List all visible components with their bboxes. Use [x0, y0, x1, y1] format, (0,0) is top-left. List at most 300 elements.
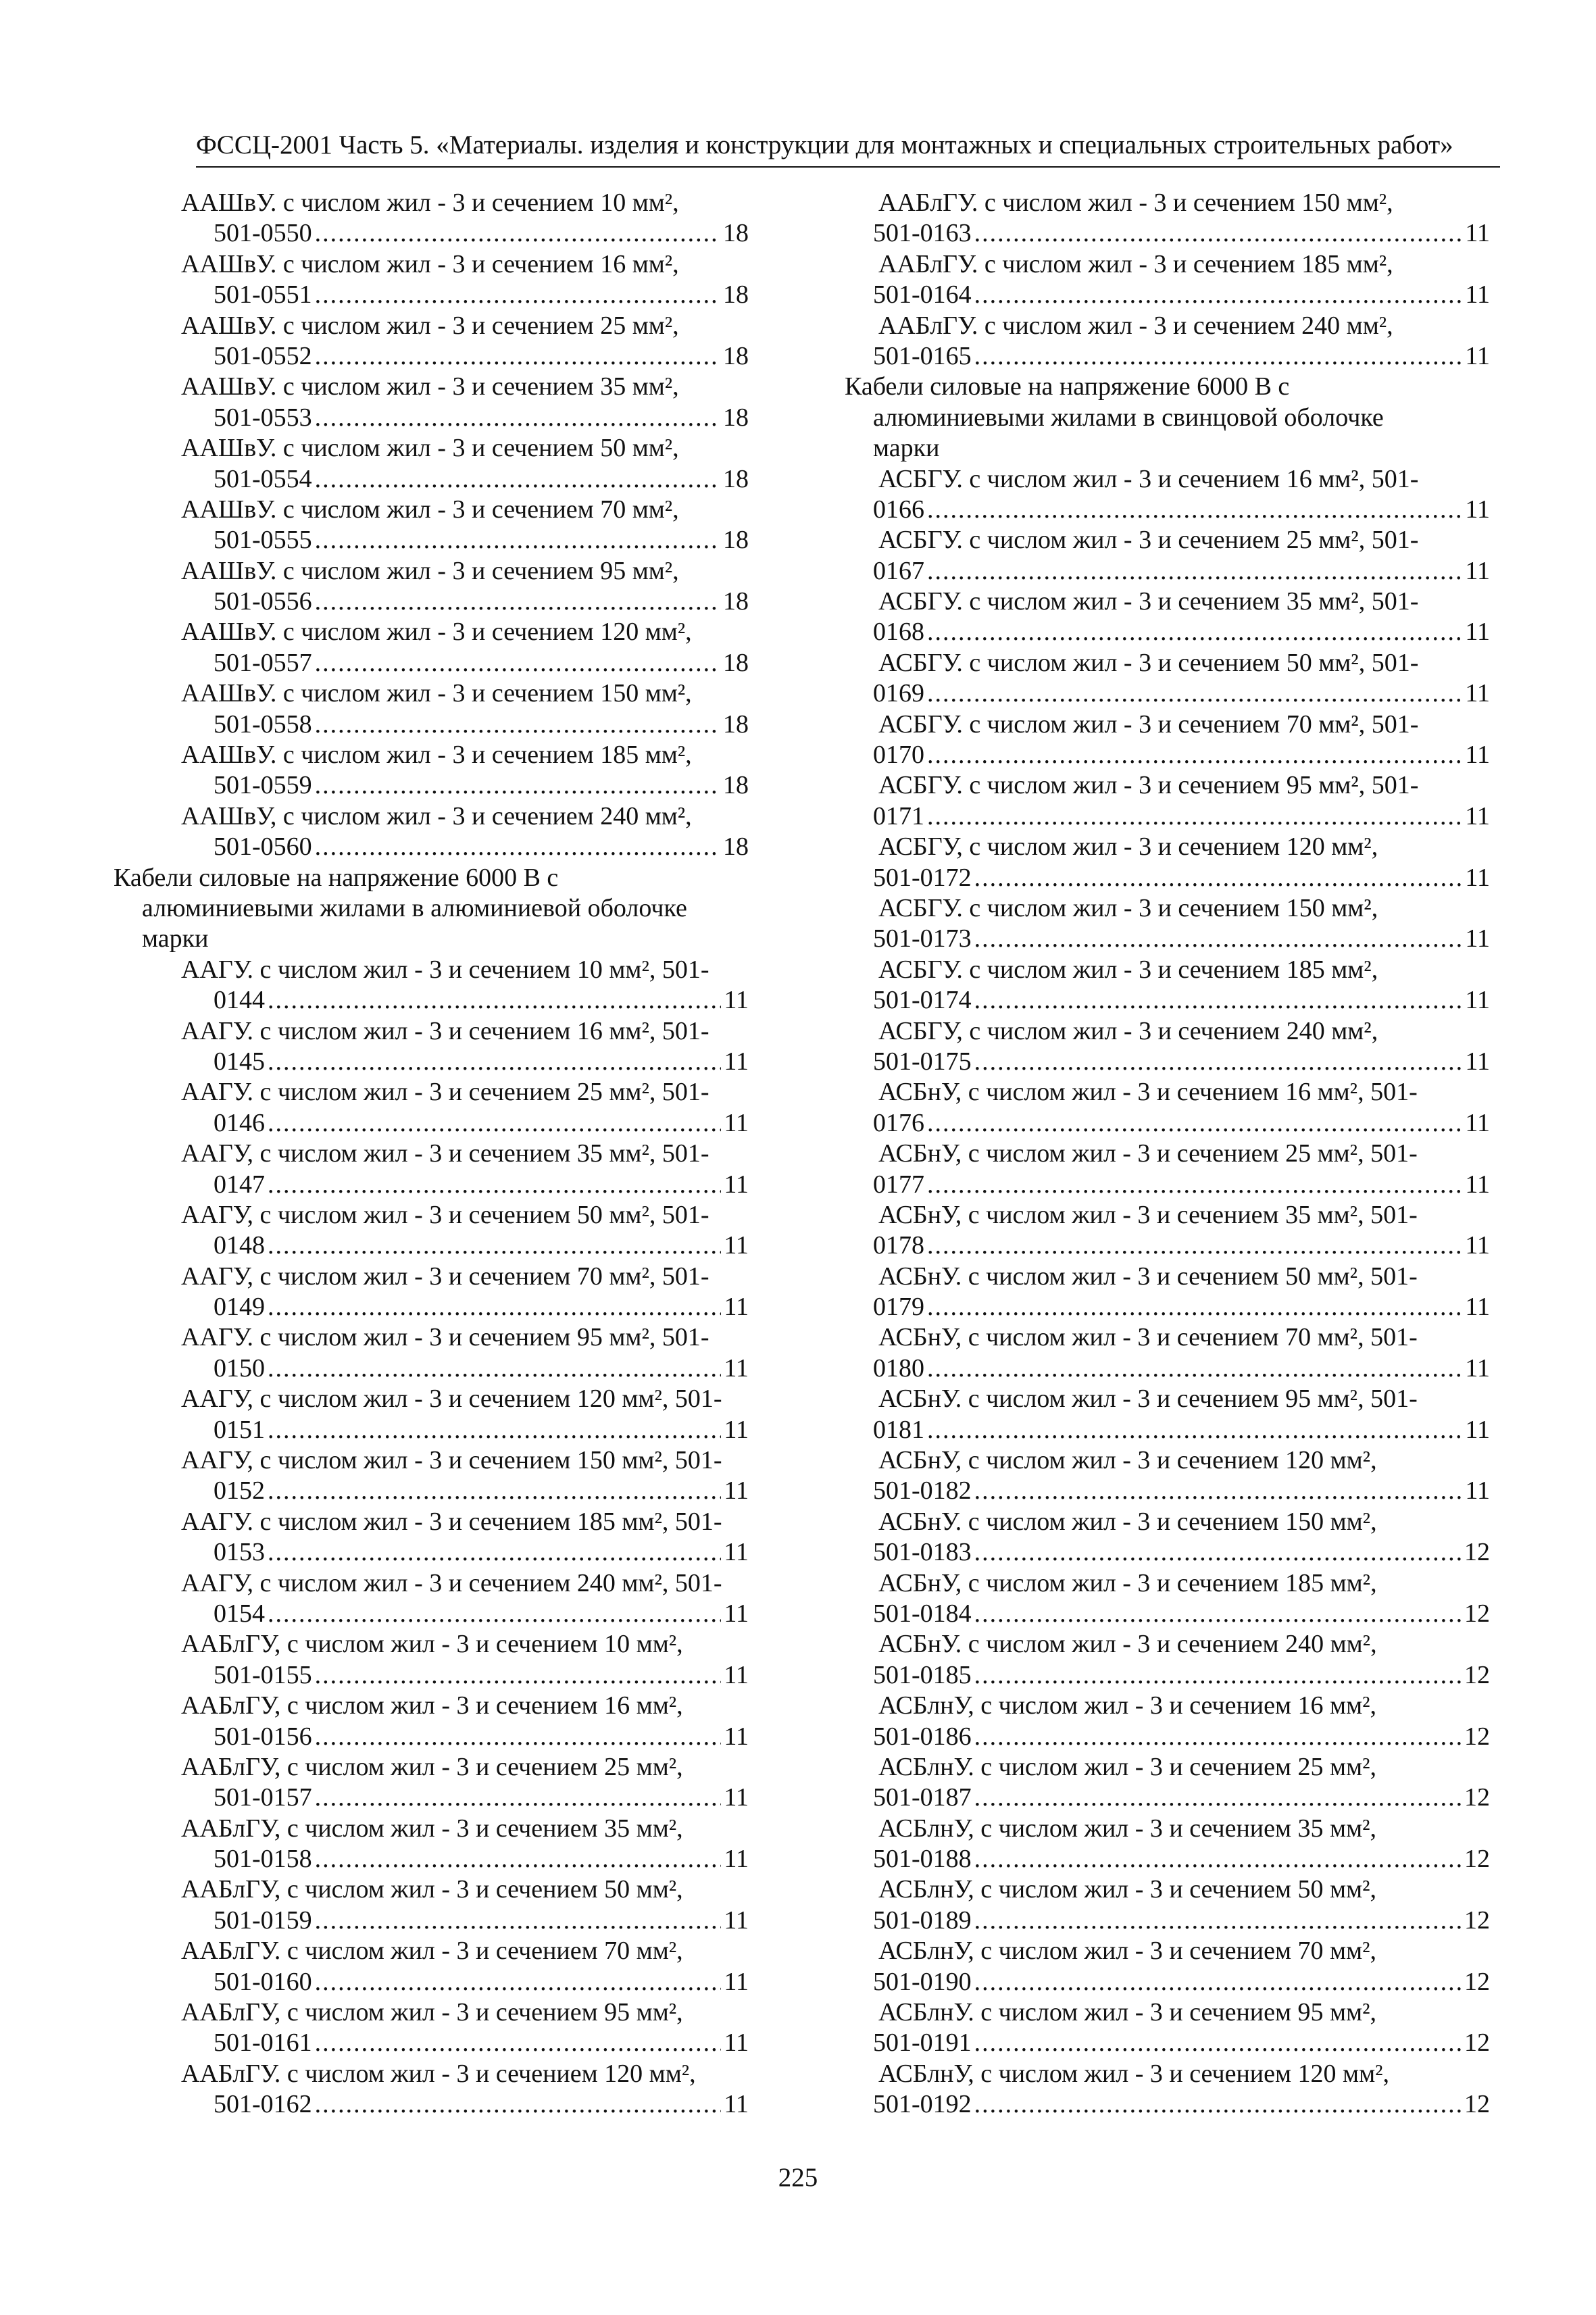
entry-title: АСБлнУ. с числом жил - 3 и сечением 25 мм²,	[878, 1752, 1377, 1781]
entry-page: 18	[723, 832, 749, 862]
entry-page: 11	[1465, 741, 1490, 770]
entry-title: АСБнУ. с числом жил - 3 и сечением 150 мм²,	[878, 1507, 1377, 1536]
index-entry	[845, 2059, 1490, 2120]
dot-leader	[268, 1108, 721, 1139]
dot-leader	[974, 1660, 1462, 1691]
entry-title: АСБнУ, с числом жил - 3 и сечением 70 мм², 501-	[878, 1323, 1418, 1352]
entry-code-line	[114, 1108, 749, 1139]
dot-leader	[315, 832, 720, 862]
dot-leader	[315, 341, 720, 372]
entry-code-line	[845, 495, 1490, 525]
entry-page: 11	[724, 1353, 749, 1383]
index-entry	[845, 710, 1490, 771]
entry-code: 0145	[214, 1047, 265, 1076]
entry-page: 11	[1465, 1353, 1490, 1383]
dot-leader	[974, 1537, 1462, 1568]
entry-code-line	[114, 218, 749, 249]
header-rule	[196, 166, 1500, 168]
entry-page: 11	[1465, 1476, 1490, 1505]
index-entry	[845, 249, 1490, 311]
dot-leader	[315, 525, 720, 555]
entry-code: 501-0559	[214, 771, 312, 800]
entry-code-line	[114, 1230, 749, 1261]
dot-leader	[927, 556, 1462, 587]
entry-code-line	[845, 1230, 1490, 1261]
index-entry	[114, 188, 749, 249]
entry-page: 11	[724, 1599, 749, 1628]
entry-title: ААБлГУ, с числом жил - 3 и сечением 16 мм²,	[181, 1691, 683, 1720]
entry-page: 11	[724, 986, 749, 1015]
entry-title: АСБнУ, с числом жил - 3 и сечением 35 мм², 501-	[878, 1200, 1418, 1229]
dot-leader	[315, 1906, 722, 1936]
entry-title: АСБлнУ, с числом жил - 3 и сечением 70 мм²,	[878, 1937, 1377, 1966]
index-column-left	[114, 188, 749, 2120]
entry-code: 501-0191	[873, 2028, 972, 2058]
dot-leader	[927, 1230, 1462, 1261]
entry-title: ААБлГУ. с числом жил - 3 и сечением 185 мм²,	[878, 249, 1393, 278]
index-entry	[114, 1445, 749, 1507]
index-entry	[114, 678, 749, 740]
entry-code-line	[845, 1660, 1490, 1691]
index-entry	[845, 1077, 1490, 1139]
dot-leader	[927, 678, 1462, 709]
entry-code: 501-0161	[214, 2028, 312, 2058]
entry-code-line	[845, 1047, 1490, 1077]
entry-title: АСБнУ. с числом жил - 3 и сечением 50 мм², 501-	[878, 1262, 1418, 1291]
entry-code-line	[845, 740, 1490, 770]
entry-title: АСБнУ. с числом жил - 3 и сечением 240 мм²,	[878, 1630, 1377, 1659]
dot-leader	[974, 1599, 1462, 1629]
index-entry	[114, 433, 749, 495]
index-entry	[845, 1262, 1490, 1323]
entry-title: ААГУ, с числом жил - 3 и сечением 240 мм², 501-	[181, 1568, 722, 1597]
entry-title: ААШвУ. с числом жил - 3 и сечением 120 мм²,	[181, 618, 692, 647]
dot-leader	[927, 740, 1462, 770]
entry-code: 0168	[873, 618, 924, 647]
dot-leader	[974, 218, 1463, 249]
entry-code: 501-0165	[873, 341, 972, 370]
dot-leader	[927, 1292, 1462, 1322]
entry-title: ААГУ. с числом жил - 3 и сечением 16 мм², 501-	[181, 1016, 709, 1045]
index-entry	[114, 1139, 749, 1200]
index-entry	[114, 617, 749, 678]
index-entry	[845, 1016, 1490, 1078]
entry-page: 11	[724, 1906, 749, 1935]
entry-page: 11	[1465, 341, 1490, 370]
entry-title: АСБнУ, с числом жил - 3 и сечением 185 мм²,	[878, 1568, 1377, 1597]
dot-leader	[974, 2028, 1462, 2058]
dot-leader	[974, 2089, 1462, 2120]
index-entry	[845, 525, 1490, 587]
entry-code-line	[845, 924, 1490, 954]
entry-page: 11	[1465, 1293, 1490, 1322]
entry-code: 501-0182	[873, 1476, 972, 1505]
entry-page: 11	[1465, 280, 1490, 309]
entry-page: 11	[1465, 1170, 1490, 1199]
section-heading-line: алюминиевыми жилами в алюминиевой оболочке	[142, 893, 687, 922]
entry-page: 12	[1464, 1722, 1490, 1751]
entry-code-line	[845, 1415, 1490, 1445]
entry-page: 12	[1464, 2028, 1490, 2058]
dot-leader	[927, 801, 1462, 832]
entry-title: АСБлнУ, с числом жил - 3 и сечением 120 мм²,	[878, 2059, 1390, 2088]
entry-page: 11	[724, 2028, 749, 2058]
index-entry	[845, 311, 1490, 372]
index-entry	[845, 893, 1490, 955]
index-entry	[845, 832, 1490, 893]
entry-title: АСБлнУ. с числом жил - 3 и сечением 95 мм²,	[878, 1998, 1377, 2027]
entry-code: 501-0159	[214, 1906, 312, 1935]
entry-code-line	[114, 341, 749, 372]
entry-title: ААШвУ. с числом жил - 3 и сечением 150 мм²,	[181, 679, 692, 708]
entry-page: 11	[1465, 618, 1490, 647]
entry-code: 0152	[214, 1476, 265, 1505]
dot-leader	[315, 464, 720, 495]
dot-leader	[927, 1170, 1462, 1200]
dot-leader	[974, 1967, 1462, 1997]
entry-page: 11	[1465, 219, 1490, 248]
entry-title: АСБГУ. с числом жил - 3 и сечением 35 мм², 501-	[878, 587, 1419, 616]
entry-title: ААГУ. с числом жил - 3 и сечением 185 мм², 501-	[181, 1507, 722, 1536]
entry-code: 501-0175	[873, 1047, 972, 1076]
index-entry	[114, 556, 749, 618]
entry-code: 501-0187	[873, 1783, 972, 1812]
entry-code-line	[845, 556, 1490, 587]
entry-code: 0151	[214, 1415, 265, 1444]
index-entry	[845, 1874, 1490, 1936]
entry-page: 11	[724, 1108, 749, 1137]
dot-leader	[268, 1537, 721, 1568]
index-entry	[114, 1322, 749, 1384]
entry-code: 0180	[873, 1353, 924, 1383]
entry-title: АСБлнУ, с числом жил - 3 и сечением 16 мм²,	[878, 1691, 1377, 1720]
entry-code: 0147	[214, 1170, 265, 1199]
entry-page: 11	[724, 1722, 749, 1751]
entry-code: 0179	[873, 1293, 924, 1322]
entry-title: ААБлГУ. с числом жил - 3 и сечением 240 мм²,	[878, 311, 1393, 340]
entry-code-line	[114, 1415, 749, 1445]
index-entry	[845, 1445, 1490, 1507]
index-entry	[114, 1200, 749, 1262]
entry-code: 0177	[873, 1170, 924, 1199]
dot-leader	[974, 1047, 1463, 1077]
entry-code-line	[114, 1906, 749, 1936]
index-entry	[845, 1691, 1490, 1752]
entry-code-line	[845, 280, 1490, 310]
index-entry	[114, 1077, 749, 1139]
dot-leader	[268, 1415, 721, 1445]
entry-title: ААБлГУ. с числом жил - 3 и сечением 150 мм²,	[878, 189, 1393, 217]
entry-page: 18	[723, 464, 749, 493]
entry-code-line	[845, 801, 1490, 832]
entry-title: ААБлГУ, с числом жил - 3 и сечением 95 мм²,	[181, 1998, 683, 2027]
entry-code: 501-0162	[214, 2090, 312, 2119]
entry-page: 11	[724, 1047, 749, 1076]
index-entry	[114, 1507, 749, 1568]
entry-code: 0166	[873, 495, 924, 524]
entry-title: ААШвУ, с числом жил - 3 и сечением 240 мм²,	[181, 801, 692, 830]
entry-code: 0169	[873, 679, 924, 708]
entry-page: 12	[1464, 1845, 1490, 1874]
dot-leader	[315, 2028, 722, 2058]
entry-code: 501-0189	[873, 1906, 972, 1935]
index-entry	[114, 955, 749, 1016]
dot-leader	[974, 1783, 1462, 1813]
entry-code: 0181	[873, 1415, 924, 1444]
entry-code-line	[114, 985, 749, 1016]
entry-page: 18	[723, 526, 749, 555]
entry-page: 11	[724, 1415, 749, 1444]
entry-title: ААБлГУ, с числом жил - 3 и сечением 25 мм²,	[181, 1752, 683, 1781]
index-entry	[114, 1874, 749, 1936]
entry-code: 501-0552	[214, 341, 312, 370]
entry-title: ААШвУ. с числом жил - 3 и сечением 16 мм²,	[181, 249, 679, 278]
entry-code: 0148	[214, 1231, 265, 1260]
entry-code-line	[114, 403, 749, 433]
entry-code-line	[845, 218, 1490, 249]
entry-code: 501-0553	[214, 403, 312, 432]
entry-page: 18	[723, 341, 749, 370]
dot-leader	[268, 1292, 721, 1322]
dot-leader	[268, 1353, 721, 1384]
dot-leader	[974, 1906, 1462, 1936]
entry-code: 501-0558	[214, 710, 312, 739]
entry-code: 501-0188	[873, 1845, 972, 1874]
entry-code: 501-0156	[214, 1722, 312, 1751]
entry-code-line	[114, 2089, 749, 2120]
entry-page: 11	[724, 1660, 749, 1689]
entry-page: 18	[723, 648, 749, 677]
entry-code-line	[845, 863, 1490, 893]
entry-title: ААБлГУ. с числом жил - 3 и сечением 120 мм²,	[181, 2059, 696, 2088]
entry-code-line	[845, 1353, 1490, 1384]
index-entry	[845, 464, 1490, 526]
entry-title: ААГУ, с числом жил - 3 и сечением 35 мм², 501-	[181, 1139, 709, 1168]
entry-page: 11	[1465, 863, 1490, 892]
index-entry	[845, 1384, 1490, 1445]
entry-code-line	[845, 1722, 1490, 1752]
dot-leader	[268, 1476, 721, 1506]
entry-code: 501-0550	[214, 219, 312, 248]
entry-code-line	[114, 1047, 749, 1077]
entry-title: АСБнУ, с числом жил - 3 и сечением 120 мм²,	[878, 1446, 1377, 1475]
entry-code: 501-0173	[873, 924, 972, 953]
entry-page: 11	[1465, 556, 1490, 585]
entry-code-line	[114, 1476, 749, 1506]
entry-code: 0154	[214, 1599, 265, 1628]
entry-title: АСБнУ, с числом жил - 3 и сечением 25 мм², 501-	[878, 1139, 1418, 1168]
entry-code-line	[114, 1844, 749, 1874]
entry-title: АСБГУ, с числом жил - 3 и сечением 120 мм²,	[878, 832, 1378, 862]
section-heading-line: Кабели силовые на напряжение 6000 В с	[114, 863, 559, 892]
entry-code: 501-0186	[873, 1722, 972, 1751]
index-entry	[114, 2059, 749, 2120]
index-entry	[845, 1568, 1490, 1630]
entry-code-line	[845, 2089, 1490, 2120]
entry-code: 501-0556	[214, 587, 312, 616]
dot-leader	[927, 1108, 1462, 1139]
entry-code: 0153	[214, 1538, 265, 1567]
entry-code: 0170	[873, 741, 924, 770]
entry-title: АСБлнУ, с числом жил - 3 и сечением 35 мм²,	[878, 1814, 1377, 1843]
index-entry	[114, 1384, 749, 1445]
dot-leader	[974, 1844, 1462, 1874]
entry-code-line	[845, 1906, 1490, 1936]
index-entry	[114, 1568, 749, 1630]
entry-title: ААШвУ. с числом жил - 3 и сечением 70 мм²,	[181, 495, 679, 524]
entry-code-line	[114, 710, 749, 740]
entry-page: 11	[724, 1231, 749, 1260]
dot-leader	[974, 863, 1463, 893]
index-entry	[114, 1691, 749, 1752]
entry-title: ААГУ. с числом жил - 3 и сечением 25 мм², 501-	[181, 1078, 709, 1107]
entry-title: ААГУ. с числом жил - 3 и сечением 95 мм², 501-	[181, 1323, 709, 1352]
entry-code: 0171	[873, 801, 924, 830]
index-entry	[845, 1997, 1490, 2059]
index-entry	[845, 1507, 1490, 1568]
index-entry	[845, 1629, 1490, 1691]
entry-page: 11	[724, 1538, 749, 1567]
entry-page: 11	[1465, 924, 1490, 953]
index-entry	[845, 1200, 1490, 1262]
index-entry	[114, 1936, 749, 1997]
entry-code-line	[114, 280, 749, 310]
entry-title: АСБнУ, с числом жил - 3 и сечением 16 мм², 501-	[878, 1078, 1418, 1107]
entry-code: 501-0158	[214, 1845, 312, 1874]
entry-code-line	[845, 1292, 1490, 1322]
entry-code: 501-0190	[873, 1967, 972, 1996]
entry-page: 18	[723, 403, 749, 432]
entry-code: 501-0551	[214, 280, 312, 309]
page-number: 225	[778, 2163, 818, 2192]
section-heading-line: Кабели силовые на напряжение 6000 В с	[845, 372, 1290, 401]
index-entry	[845, 1752, 1490, 1814]
entry-code: 501-0184	[873, 1599, 972, 1628]
index-entry	[114, 1016, 749, 1078]
entry-code: 501-0174	[873, 986, 972, 1015]
index-entry	[845, 1814, 1490, 1875]
entry-page: 12	[1464, 1783, 1490, 1812]
dot-leader	[974, 341, 1463, 372]
entry-title: ААШвУ. с числом жил - 3 и сечением 50 мм²,	[181, 434, 679, 463]
entry-code: 501-0554	[214, 464, 312, 493]
entry-title: АСБГУ. с числом жил - 3 и сечением 25 мм², 501-	[878, 526, 1419, 555]
entry-page: 11	[1465, 679, 1490, 708]
entry-code-line	[114, 1599, 749, 1629]
dot-leader	[268, 1599, 721, 1629]
index-entry	[845, 188, 1490, 249]
entry-title: ААБлГУ, с числом жил - 3 и сечением 50 мм²,	[181, 1875, 683, 1904]
entry-code: 501-0164	[873, 280, 972, 309]
entry-page: 11	[724, 1293, 749, 1322]
entry-page: 11	[724, 1845, 749, 1874]
page-header: ФССЦ-2001 Часть 5. «Материалы. изделия и конструкции для монтажных и специальных строительных работ»	[196, 130, 1453, 159]
entry-code-line	[845, 1170, 1490, 1200]
entry-code-line	[845, 1967, 1490, 1997]
entry-page: 11	[724, 1967, 749, 1996]
entry-page: 11	[1465, 986, 1490, 1015]
entry-page: 12	[1464, 1660, 1490, 1689]
entry-title: АСБнУ. с числом жил - 3 и сечением 95 мм², 501-	[878, 1385, 1418, 1414]
entry-code: 0150	[214, 1353, 265, 1383]
dot-leader	[315, 710, 720, 740]
entry-title: ААГУ, с числом жил - 3 и сечением 120 мм², 501-	[181, 1385, 722, 1414]
index-entry	[114, 1262, 749, 1323]
dot-leader	[974, 924, 1463, 954]
dot-leader	[268, 1170, 721, 1200]
index-entry	[114, 801, 749, 863]
dot-leader	[315, 1783, 722, 1813]
entry-code-line	[845, 1537, 1490, 1568]
entry-code-line	[114, 770, 749, 801]
entry-code-line	[114, 2028, 749, 2058]
entry-title: ААБлГУ, с числом жил - 3 и сечением 10 мм²,	[181, 1630, 683, 1659]
entry-code-line	[114, 1292, 749, 1322]
dot-leader	[315, 280, 720, 310]
entry-page: 11	[1465, 1415, 1490, 1444]
entry-code-line	[845, 617, 1490, 647]
entry-code-line	[845, 341, 1490, 372]
entry-code: 0176	[873, 1108, 924, 1137]
entry-page: 18	[723, 587, 749, 616]
entry-code: 501-0557	[214, 648, 312, 677]
section-heading-line: марки	[142, 924, 209, 953]
index-entry	[845, 1936, 1490, 1997]
dot-leader	[315, 587, 720, 617]
entry-code: 0144	[214, 986, 265, 1015]
entry-page: 18	[723, 280, 749, 309]
entry-page: 11	[724, 1476, 749, 1505]
entry-title: ААБлГУ. с числом жил - 3 и сечением 70 мм²,	[181, 1937, 683, 1966]
index-entry	[114, 249, 749, 311]
entry-page: 12	[1464, 1967, 1490, 1996]
index-entry	[845, 955, 1490, 1016]
dot-leader	[927, 495, 1462, 525]
entry-code: 0167	[873, 556, 924, 585]
dot-leader	[974, 1722, 1462, 1752]
dot-leader	[315, 770, 720, 801]
index-entry	[114, 1814, 749, 1875]
entry-title: АСБГУ. с числом жил - 3 и сечением 70 мм², 501-	[878, 710, 1419, 739]
entry-code-line	[114, 648, 749, 678]
entry-title: АСБГУ. с числом жил - 3 и сечением 185 мм²,	[878, 955, 1378, 984]
entry-code-line	[845, 1476, 1490, 1506]
index-entry	[114, 1997, 749, 2059]
entry-title: ААБлГУ, с числом жил - 3 и сечением 35 мм²,	[181, 1814, 683, 1843]
index-entry	[114, 311, 749, 372]
entry-title: ААШвУ. с числом жил - 3 и сечением 35 мм²,	[181, 372, 679, 401]
index-entry	[845, 1139, 1490, 1200]
dot-leader	[927, 1353, 1462, 1384]
entry-title: ААШвУ. с числом жил - 3 и сечением 185 мм²,	[181, 741, 692, 770]
entry-title: АСБГУ. с числом жил - 3 и сечением 50 мм², 501-	[878, 648, 1419, 677]
entry-code: 501-0157	[214, 1783, 312, 1812]
dot-leader	[315, 1660, 722, 1691]
dot-leader	[315, 1967, 722, 1997]
entry-title: АСБлнУ, с числом жил - 3 и сечением 50 мм²,	[878, 1875, 1377, 1904]
entry-code-line	[845, 985, 1490, 1016]
entry-page: 18	[723, 771, 749, 800]
dot-leader	[268, 985, 721, 1016]
entry-code: 501-0560	[214, 832, 312, 862]
entry-code-line	[114, 1722, 749, 1752]
entry-page: 11	[1465, 801, 1490, 830]
entry-page: 11	[724, 1783, 749, 1812]
entry-title: АСБГУ. с числом жил - 3 и сечением 16 мм², 501-	[878, 464, 1419, 493]
dot-leader	[974, 985, 1463, 1016]
entry-code-line	[114, 1537, 749, 1568]
entry-code-line	[114, 1783, 749, 1813]
